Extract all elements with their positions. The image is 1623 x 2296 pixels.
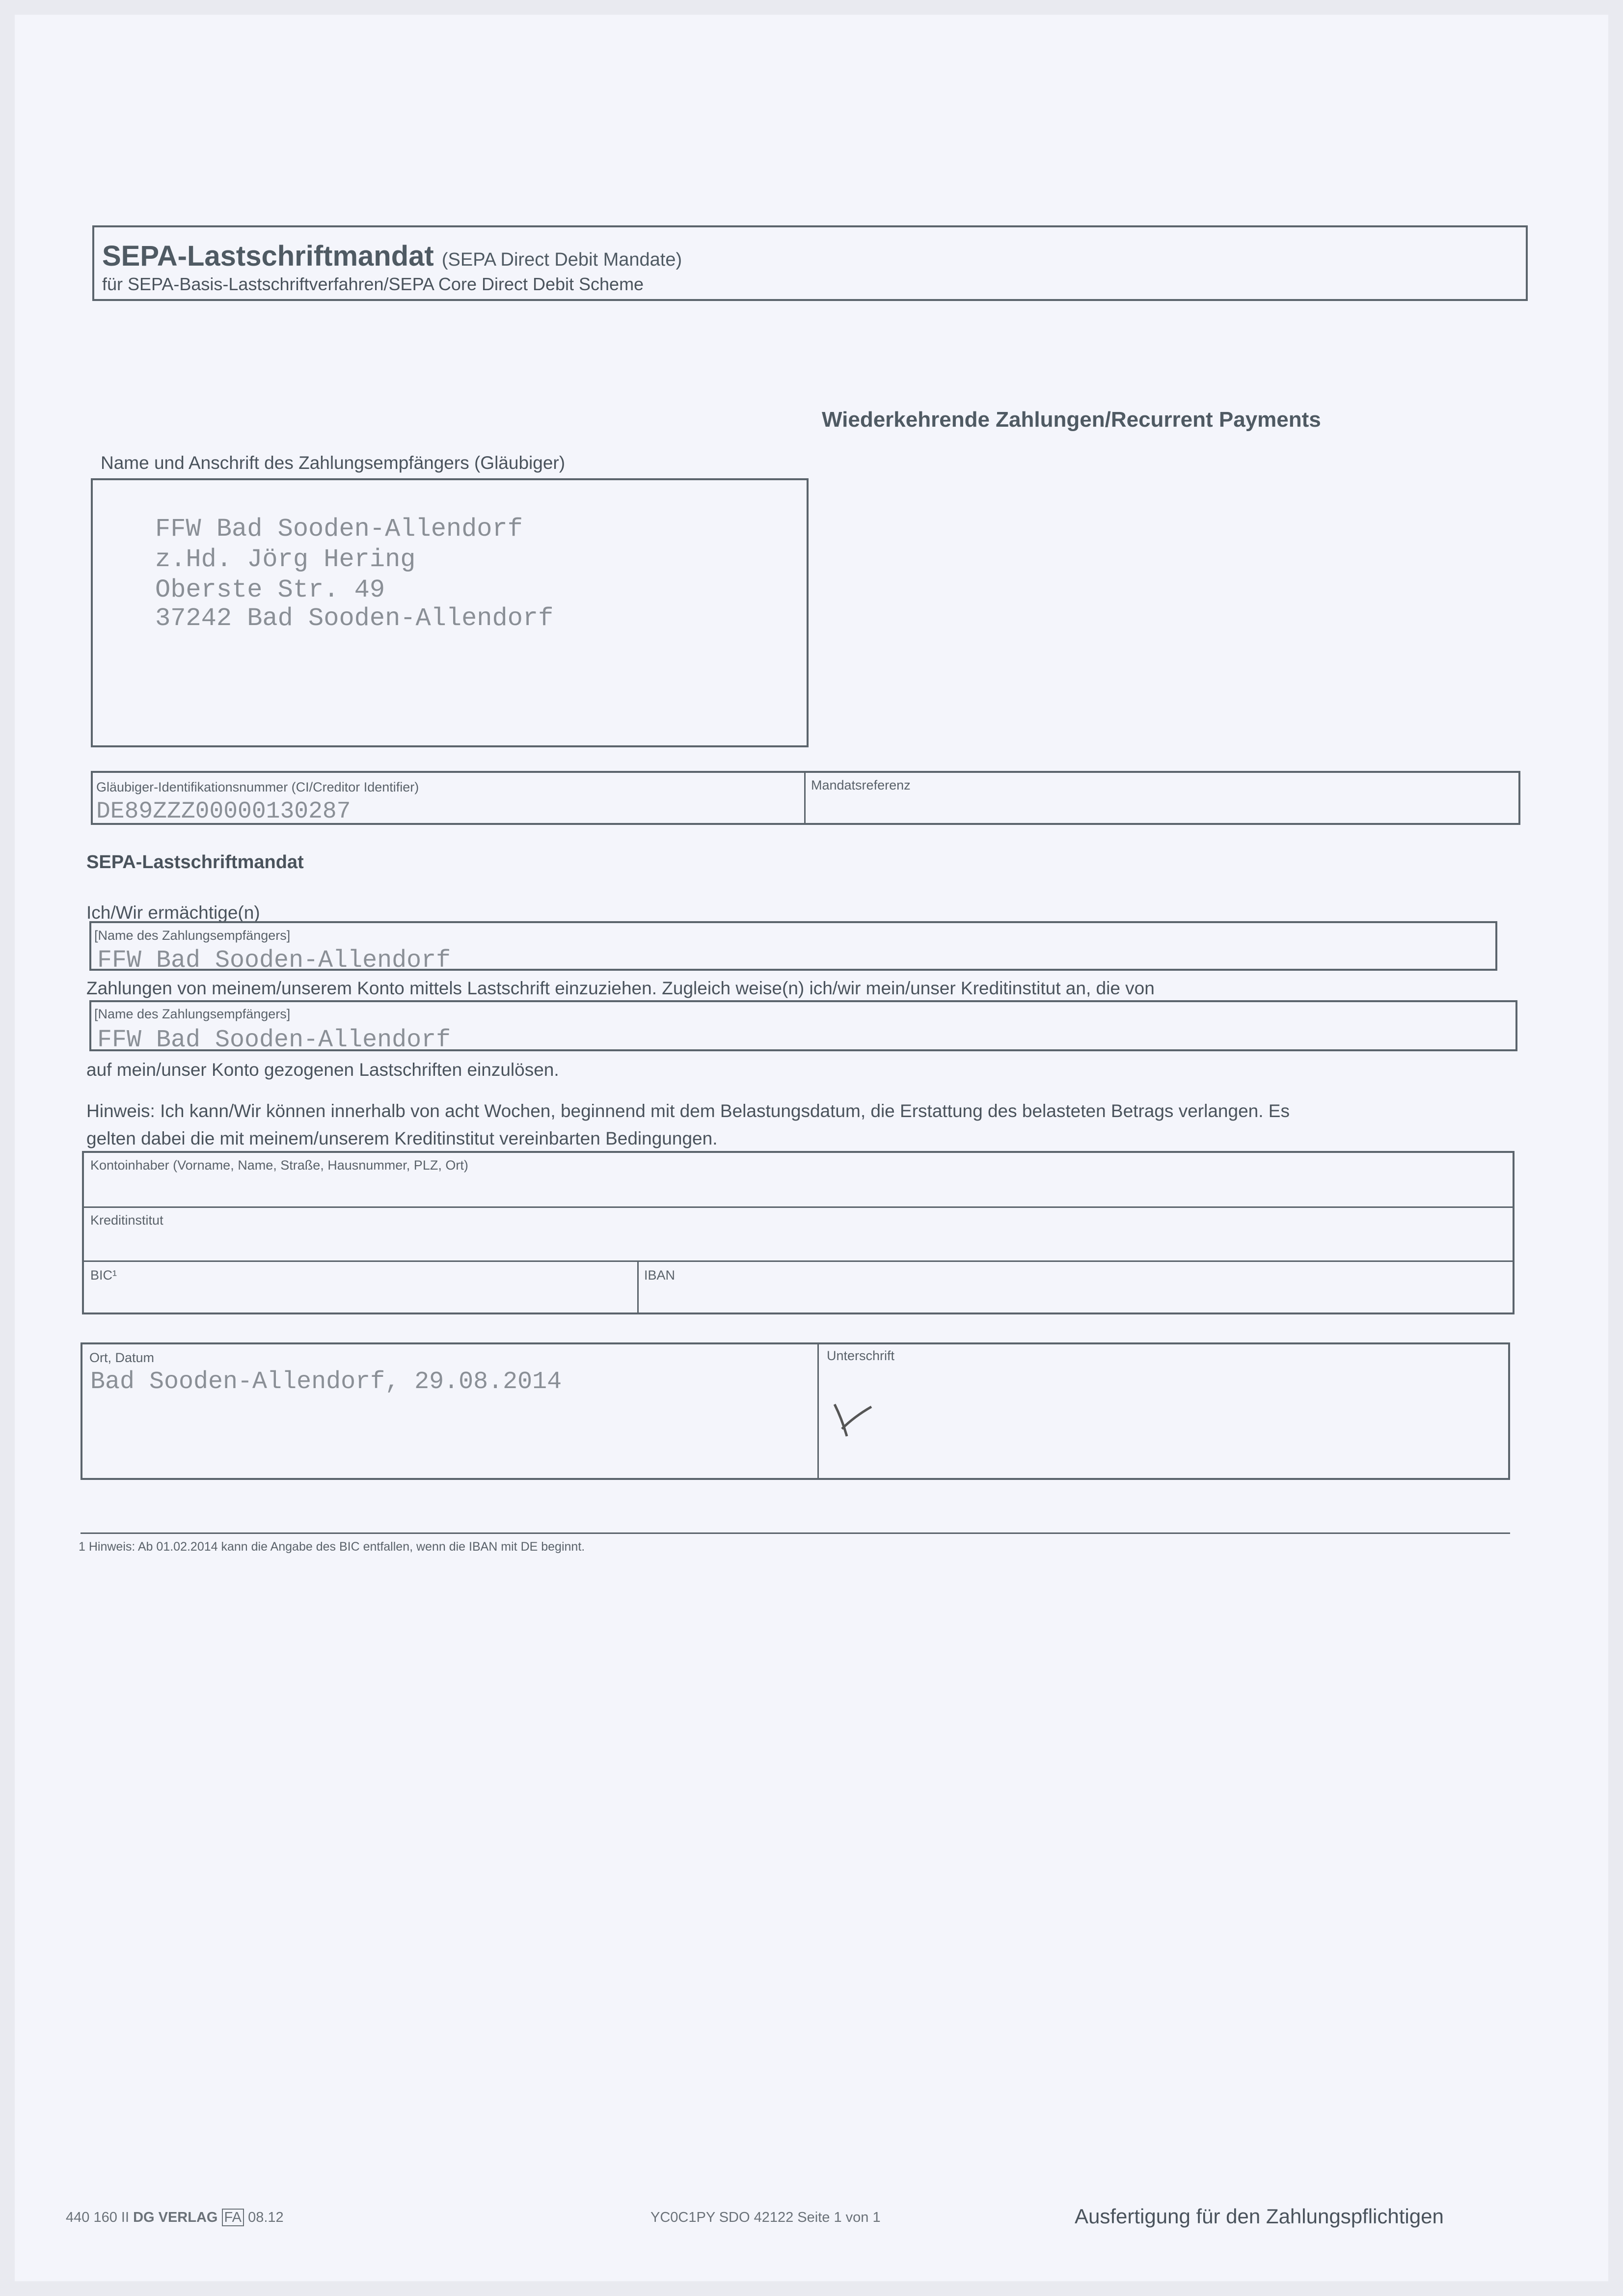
account-holder-label: Kontoinhaber (Vorname, Name, Straße, Hausnummer, PLZ, Ort) — [90, 1158, 468, 1173]
place-date-value: Bad Sooden-Allendorf, 29.08.2014 — [90, 1368, 562, 1396]
footer-center: YC0C1PY SDO 42122 Seite 1 von 1 — [650, 2210, 881, 2225]
address-line: Oberste Str. 49 — [155, 575, 385, 604]
form-subtitle: für SEPA-Basis-Lastschriftverfahren/SEPA Core Direct Debit Scheme — [102, 274, 644, 294]
iban-field[interactable] — [641, 1284, 1510, 1312]
address-line: 37242 Bad Sooden-Allendorf — [155, 604, 554, 633]
address-line: z.Hd. Jörg Hering — [155, 545, 416, 574]
place-date-label: Ort, Datum — [89, 1350, 155, 1365]
divider — [82, 1206, 1515, 1208]
hint-line: gelten dabei die mit meinem/unserem Kreditinstitut vereinbarten Bedingungen. — [86, 1128, 718, 1148]
signature-label: Unterschrift — [827, 1348, 895, 1363]
hint-line: Hinweis: Ich kann/Wir können innerhalb von acht Wochen, beginnend mit dem Belastungsdatum, die Erstattung des belasteten Betrags verlangen. Es — [86, 1101, 1290, 1121]
edition: 08.12 — [248, 2210, 284, 2225]
authorize-text: Ich/Wir ermächtige(n) — [86, 902, 260, 923]
form-title — [102, 240, 682, 273]
title-suffix: (SEPA Direct Debit Mandate) — [441, 249, 682, 270]
payee-label: [Name des Zahlungsempfängers] — [94, 928, 291, 943]
payee-value: FFW Bad Sooden-Allendorf — [97, 947, 451, 975]
footnote-separator — [81, 1532, 1510, 1534]
publisher-badge: FA — [222, 2209, 244, 2226]
divider — [817, 1343, 819, 1479]
payee2-value: FFW Bad Sooden-Allendorf — [97, 1026, 451, 1054]
footnote: 1 Hinweis: Ab 01.02.2014 kann die Angabe des BIC entfallen, wenn die IBAN mit DE beginnt. — [79, 1540, 585, 1554]
signature-box — [81, 1342, 1510, 1480]
creditor-label: Name und Anschrift des Zahlungsempfängers (Gläubiger) — [101, 453, 566, 473]
divider — [804, 772, 806, 824]
mandate-heading: SEPA-Lastschriftmandat — [86, 852, 304, 873]
footer-right: Ausfertigung für den Zahlungspflichtigen — [1075, 2205, 1444, 2228]
creditor-id-value: DE89ZZZ00000130287 — [96, 798, 351, 825]
bank-field[interactable] — [86, 1230, 1510, 1258]
divider — [82, 1260, 1515, 1262]
address-line: FFW Bad Sooden-Allendorf — [155, 515, 523, 544]
bic-field[interactable] — [86, 1284, 633, 1312]
bank-label: Kreditinstitut — [90, 1213, 163, 1228]
form-number: 440 160 II — [66, 2210, 129, 2225]
divider — [637, 1260, 639, 1314]
bic-label: BIC¹ — [90, 1268, 117, 1283]
payee2-label: [Name des Zahlungsempfängers] — [94, 1007, 291, 1021]
iban-label: IBAN — [644, 1268, 676, 1283]
end-text: auf mein/unser Konto gezogenen Lastschriften einzulösen. — [86, 1060, 559, 1080]
publisher: DG VERLAG — [133, 2210, 218, 2225]
mandate-reference-label: Mandatsreferenz — [811, 778, 911, 793]
title-main: SEPA-Lastschriftmandat — [102, 240, 434, 272]
signature-mark-icon[interactable] — [825, 1390, 903, 1449]
footer-left — [66, 2210, 284, 2226]
mandate-reference-field[interactable] — [808, 793, 1515, 822]
account-holder-field[interactable] — [86, 1175, 1510, 1204]
creditor-id-label: Gläubiger-Identifikationsnummer (CI/Creditor Identifier) — [96, 780, 419, 794]
middle-text: Zahlungen von meinem/unserem Konto mittels Lastschrift einzuziehen. Zugleich weise(n) ich/wir mein/unser Kreditinstitut an, die von — [86, 978, 1155, 998]
payment-type: Wiederkehrende Zahlungen/Recurrent Payments — [822, 408, 1321, 432]
